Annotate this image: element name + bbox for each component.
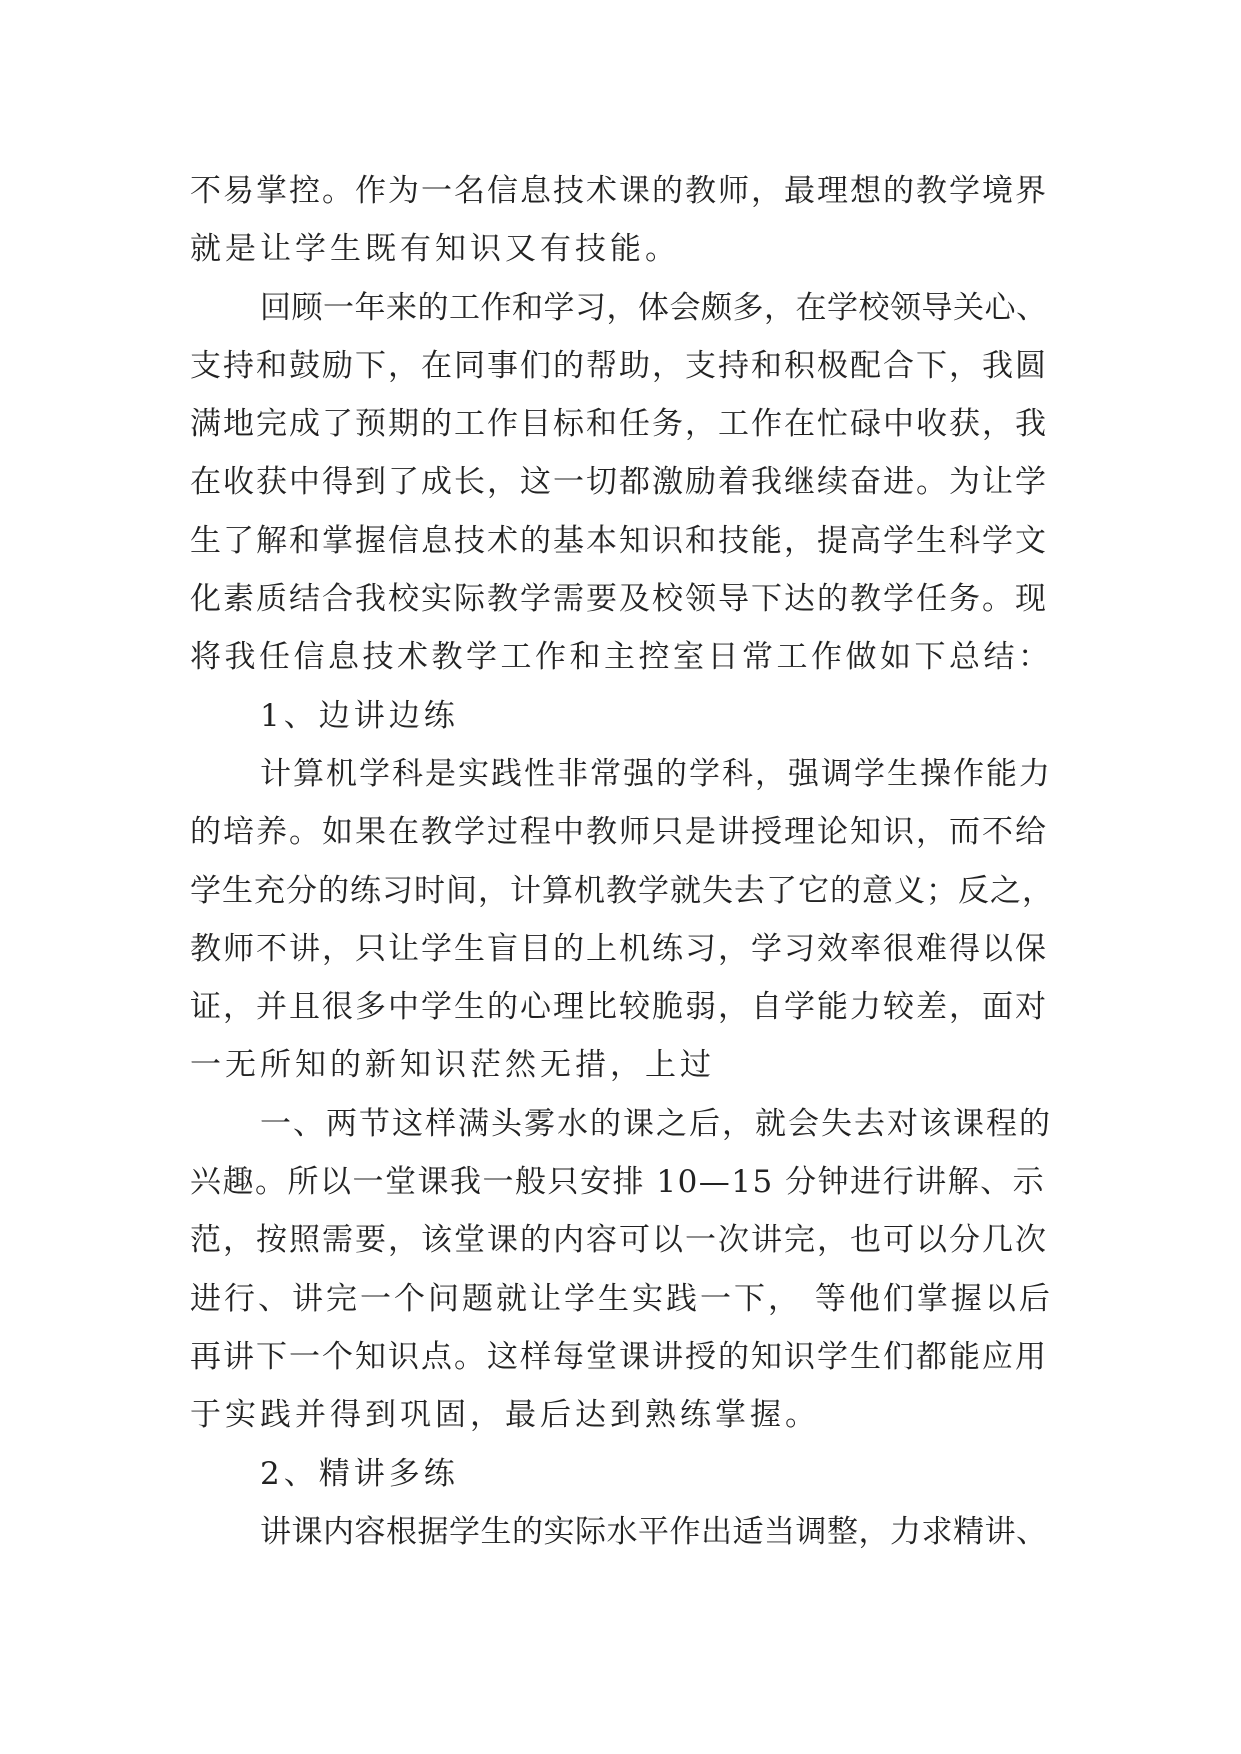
text-line: 一无所知的新知识茫然无措，上过 <box>190 1047 715 1084</box>
text-line: 于实践并得到巩固，最后达到熟练掌握。 <box>190 1397 820 1434</box>
text-line: 教师不讲，只让学生盲目的上机练习，学习效率很难得以保 <box>190 930 1048 967</box>
text-line: 证，并且很多中学生的心理比较脆弱，自学能力较差，面对 <box>190 989 1048 1026</box>
text-line: 在收获中得到了成长，这一切都激励着我继续奋进。为让学 <box>190 464 1048 501</box>
section-heading: 2、精讲多练 <box>260 1455 459 1492</box>
text-line: 范，按照需要，该堂课的内容可以一次讲完，也可以分几次 <box>190 1222 1048 1259</box>
text-line: 不易掌控。作为一名信息技术课的教师，最理想的教学境界 <box>190 173 1048 209</box>
text-line: 将我任信息技术教学工作和主控室日常工作做如下总结： <box>190 639 1053 676</box>
text-line: 的培养。如果在教学过程中教师只是讲授理论知识，而不给 <box>190 814 1048 851</box>
text-line: 就是让学生既有知识又有技能。 <box>190 231 680 268</box>
text-line: 学生充分的练习时间，计算机教学就失去了它的意义；反之， <box>190 872 1054 909</box>
text-line: 支持和鼓励下，在同事们的帮助，支持和积极配合下，我圆 <box>190 347 1048 384</box>
text-line: 生了解和掌握信息技术的基本知识和技能，提高学生科学文 <box>190 522 1048 559</box>
text-line: 一、两节这样满头雾水的课之后，就会失去对该课程的 <box>260 1105 1052 1142</box>
section-heading: 1、边讲边练 <box>260 697 459 734</box>
text-line: 满地完成了预期的工作目标和任务，工作在忙碌中收获，我 <box>190 406 1048 443</box>
text-line: 兴趣。所以一堂课我一般只安排 10—15 分钟进行讲解、示 <box>190 1164 1046 1201</box>
text-line: 化素质结合我校实际教学需要及校领导下达的教学任务。现 <box>190 581 1048 618</box>
document-body <box>190 162 1056 1561</box>
text-line: 计算机学科是实践性非常强的学科，强调学生操作能力 <box>260 755 1052 792</box>
text-line: 再讲下一个知识点。这样每堂课讲授的知识学生们都能应用 <box>190 1338 1048 1375</box>
text-line: 进行、讲完一个问题就让学生实践一下， 等他们掌握以后 <box>190 1280 1053 1317</box>
text-line: 回顾一年来的工作和学习，体会颇多，在学校领导关心、 <box>260 289 1048 326</box>
text-line: 讲课内容根据学生的实际水平作出适当调整，力求精讲、 <box>260 1513 1048 1550</box>
